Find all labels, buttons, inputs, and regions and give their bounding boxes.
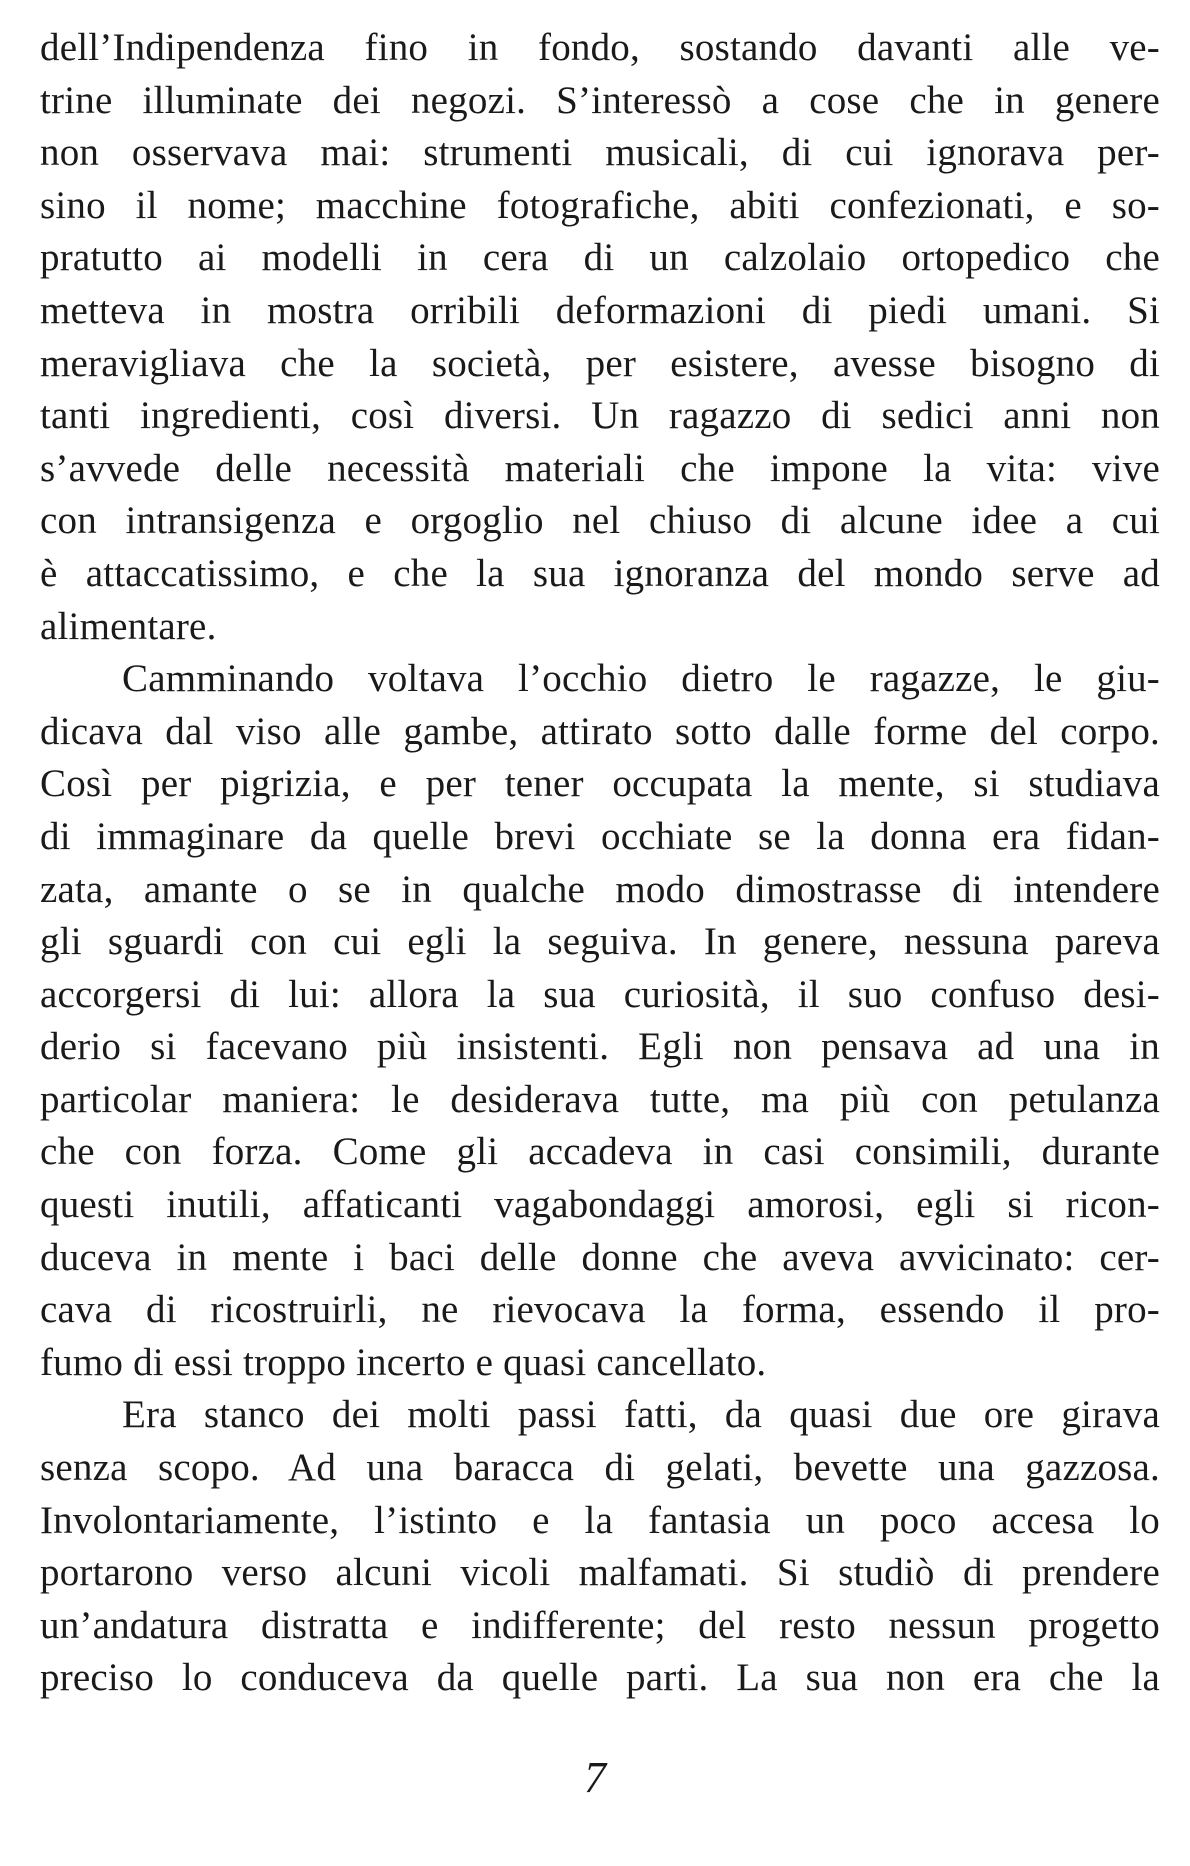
text-line: portarono verso alcuni vicoli malfamati. Si studiò di prendere [40,1551,1160,1595]
text-line: meravigliava che la società, per esistere, avesse bisogno di [40,341,1160,385]
text-line: Camminando voltava l’occhio dietro le ragazze, le giu- [122,657,1160,701]
text-line: trine illuminate dei negozi. S’interessò a cose che in genere [40,78,1160,122]
text-line: senza scopo. Ad una baracca di gelati, bevette una gazzosa. [40,1446,1160,1490]
text-line: Così per pigrizia, e per tener occupata la mente, si studiava [40,762,1160,806]
text-line: pratutto ai modelli in cera di un calzolaio ortopedico che [40,236,1160,280]
text-line: derio si facevano più insistenti. Egli non pensava ad una in [40,1025,1160,1069]
text-line: con intransigenza e orgoglio nel chiuso di alcune idee a cui [40,499,1160,543]
text-line: cava di ricostruirli, ne rievocava la forma, essendo il pro- [40,1288,1160,1332]
text-line: questi inutili, affaticanti vagabondaggi amorosi, egli si ricon- [40,1183,1160,1227]
text-line: tanti ingredienti, così diversi. Un ragazzo di sedici anni non [40,394,1160,438]
text-line: s’avvede delle necessità materiali che impone la vita: vive [40,446,1160,490]
text-line: sino il nome; macchine fotografiche, abiti confezionati, e so- [40,183,1160,227]
text-line: che con forza. Come gli accadeva in casi consimili, durante [40,1130,1160,1174]
text-line: zata, amante o se in qualche modo dimostrasse di intendere [40,867,1160,911]
paragraph-1 [40,22,1160,653]
text-line: particolar maniera: le desiderava tutte, ma più con petulanza [40,1077,1160,1121]
text-line: Era stanco dei molti passi fatti, da quasi due ore girava [122,1393,1160,1437]
text-line: un’andatura distratta e indifferente; del resto nessun progetto [40,1603,1160,1647]
paragraph-3 [40,1389,1160,1705]
text-line: dicava dal viso alle gambe, attirato sotto dalle forme del corpo. [40,709,1160,753]
page-number: 7 [584,1753,606,1802]
page-body [40,22,1160,1705]
text-line: accorgersi di lui: allora la sua curiosità, il suo confuso desi- [40,972,1160,1016]
text-line: gli sguardi con cui egli la seguiva. In genere, nessuna pareva [40,920,1160,964]
text-line: non osservava mai: strumenti musicali, di cui ignorava per- [40,131,1160,175]
paragraph-2 [40,653,1160,1389]
text-line: di immaginare da quelle brevi occhiate se la donna era fidan- [40,814,1160,858]
text-line: dell’Indipendenza fino in fondo, sostando davanti alle ve- [40,26,1160,69]
text-line: duceva in mente i baci delle donne che aveva avvicinato: cer- [40,1235,1160,1279]
text-line: metteva in mostra orribili deformazioni di piedi umani. Si [40,288,1160,332]
text-line: Involontariamente, l’istinto e la fantasia un poco accesa lo [40,1498,1160,1542]
text-line: fumo di essi troppo incerto e quasi cancellato. [40,1340,767,1384]
text-line: alimentare. [40,604,217,648]
text-line: preciso lo conduceva da quelle parti. La sua non era che la [40,1656,1160,1700]
text-line: è attaccatissimo, e che la sua ignoranza del mondo serve ad [40,551,1160,595]
